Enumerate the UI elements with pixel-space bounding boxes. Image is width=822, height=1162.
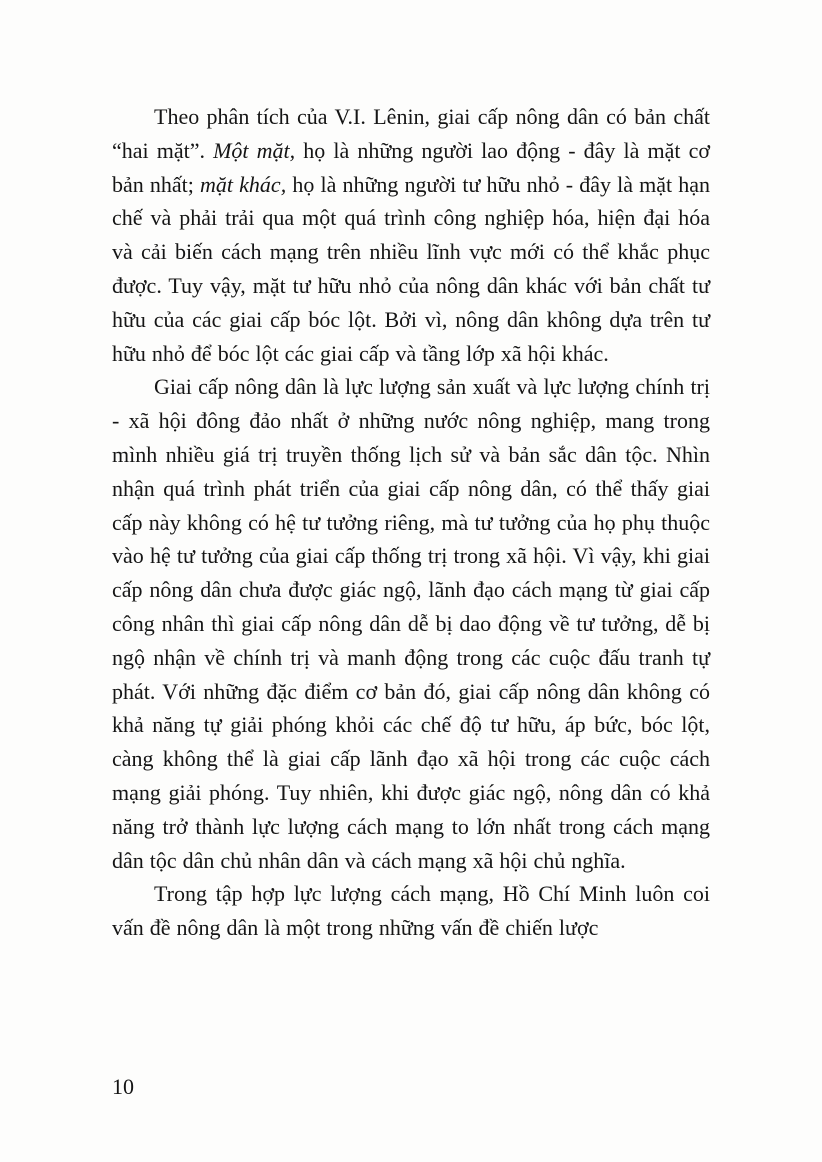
text-block xyxy=(112,100,710,945)
italic-text-run: mặt khác, xyxy=(200,171,287,197)
page-number: 10 xyxy=(112,1074,134,1099)
paragraph xyxy=(112,370,710,877)
text-run: Giai cấp nông dân là lực lượng sản xuất và lực lượng chính trị - xã hội đông đảo nhất ở những nước nông nghiệp, mang trong mình nhiều giá trị truyền thống lịch sử và bản sắc dân tộc. Nhìn nhận quá trình phát triển của giai cấp nông dân, có thể thấy giai cấp này không có hệ tư tưởng riêng, mà tư tưởng của họ phụ thuộc vào hệ tư tưởng của giai cấp thống trị trong xã hội. Vì vậy, khi giai cấp nông dân chưa được giác ngộ, lãnh đạo cách mạng từ giai cấp công nhân thì giai cấp nông dân dễ bị dao động về tư tưởng, dễ bị ngộ nhận về chính trị và manh động trong các cuộc đấu tranh tự phát. Với những đặc điểm cơ bản đó, giai cấp nông dân không có khả năng tự giải phóng khỏi các chế độ tư hữu, áp bức, bóc lột, càng không thể là giai cấp lãnh đạo xã hội trong các cuộc cách mạng giải phóng. Tuy nhiên, khi được giác ngộ, nông dân có khả năng trở thành lực lượng cách mạng to lớn nhất trong cách mạng dân tộc dân chủ nhân dân và cách mạng xã hội chủ nghĩa. xyxy=(112,374,710,873)
italic-text-run: Một mặt, xyxy=(213,137,296,163)
paragraph xyxy=(112,877,710,945)
text-run: họ là những người tư hữu nhỏ - đây là mặt hạn chế và phải trải qua một quá trình công nghiệp hóa, hiện đại hóa và cải biến cách mạng trên nhiều lĩnh vực mới có thể khắc phục được. Tuy vậy, mặt tư hữu nhỏ của nông dân khác với bản chất tư hữu của các giai cấp bóc lột. Bởi vì, nông dân không dựa trên tư hữu nhỏ để bóc lột các giai cấp và tầng lớp xã hội khác. xyxy=(112,171,710,366)
paragraph xyxy=(112,100,710,370)
text-run: họ là những người lao động - đây là mặt cơ bản nhất; xyxy=(112,137,710,197)
text-run: Trong tập hợp lực lượng cách mạng, Hồ Chí Minh luôn coi vấn đề nông dân là một trong những vấn đề chiến lược xyxy=(112,881,710,941)
text-run: Theo phân tích của V.I. Lênin, giai cấp nông dân có bản chất “hai mặt”. xyxy=(112,104,710,163)
